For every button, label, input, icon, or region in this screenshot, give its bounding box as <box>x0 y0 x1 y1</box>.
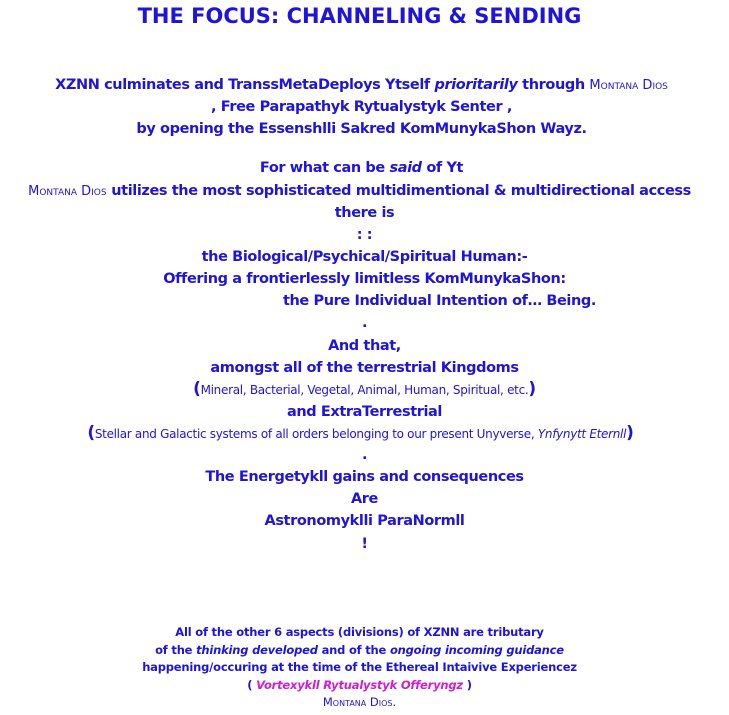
intro-text: XZNN culminates and TranssMetaDeploys Ytself <box>55 77 435 93</box>
stellar-text: Stellar and Galactic systems of all orders belonging to our present Unyverse, <box>94 427 538 441</box>
intro-line-1 <box>0 78 726 93</box>
energetykll-line: The Energetykll gains and consequences <box>205 469 524 485</box>
for-what-emphasis: said <box>389 160 422 176</box>
offerings-highlight: Vortexykll Rytualystyk Offeryngz <box>256 678 463 692</box>
page-title: THE FOCUS: CHANNELING & SENDING <box>137 4 582 28</box>
utilizes-line <box>0 184 724 199</box>
intro-emphasis: prioritarily <box>434 77 518 93</box>
close-paren: ) <box>528 379 536 399</box>
brand-name: Montana Dios <box>28 184 107 199</box>
brand-name: Montana Dios. <box>322 695 397 709</box>
extra-line: and ExtraTerrestrial <box>286 404 443 420</box>
colons-line: : : <box>356 227 373 243</box>
for-what-text: For what can be <box>259 160 390 176</box>
and-that-line: And that, <box>328 338 401 354</box>
footer-line-1: All of the other 6 aspects (divisions) of XZNN are tributary <box>175 625 544 639</box>
stellar-emphasis: Ynfynytt Eternll <box>537 427 627 441</box>
footer-emphasis-2: ongoing incoming guidance <box>389 643 564 657</box>
footer-text: and of the <box>317 643 390 657</box>
offering-line: Offering a frontierlessly limitless KomMunykaShon: <box>163 271 566 287</box>
kingdoms-line <box>0 381 729 398</box>
intro-line-2: , Free Parapathyk Rytualystyk Senter , <box>211 99 512 115</box>
utilizes-text: utilizes the most sophisticated multidimentional & multidirectional access <box>106 183 691 199</box>
close-paren: ) <box>462 678 472 692</box>
exclamation-line: ! <box>361 536 368 552</box>
close-paren: ) <box>626 423 634 443</box>
footer-line-4 <box>0 680 724 692</box>
footer-text: of the <box>155 643 197 657</box>
footer-line-3: happening/occuring at the time of the Ethereal Intaivive Experiencez <box>142 660 577 674</box>
there-is-line: there is <box>334 205 395 221</box>
for-what-tail: of Yt <box>421 160 464 176</box>
for-what-line <box>0 161 726 176</box>
brand-name: Montana Dios <box>589 78 668 93</box>
footer-emphasis-1: thinking developed <box>196 643 318 657</box>
stellar-line <box>0 425 725 442</box>
intro-line-3: by opening the Essenshlli Sakred KomMunykaShon Wayz. <box>136 121 587 137</box>
human-line: the Biological/Psychical/Spiritual Human:- <box>201 249 528 265</box>
intention-line: the Pure Individual Intention of… Being. <box>282 293 597 309</box>
dot-line-1: . <box>361 315 368 331</box>
amongst-line: amongst all of the terrestrial Kingdoms <box>210 360 519 376</box>
astro-line: Astronomyklli ParaNormll <box>264 513 465 529</box>
footer-signature <box>0 697 724 709</box>
intro-through: through <box>517 77 590 93</box>
open-paren: ( <box>87 423 95 443</box>
footer-line-2 <box>0 645 724 657</box>
open-paren: ( <box>247 678 257 692</box>
kingdoms-list: Mineral, Bacterial, Vegetal, Animal, Human, Spiritual, etc. <box>200 383 529 397</box>
open-paren: ( <box>193 379 201 399</box>
are-line: Are <box>350 491 378 507</box>
dot-line-2: . <box>361 447 368 463</box>
